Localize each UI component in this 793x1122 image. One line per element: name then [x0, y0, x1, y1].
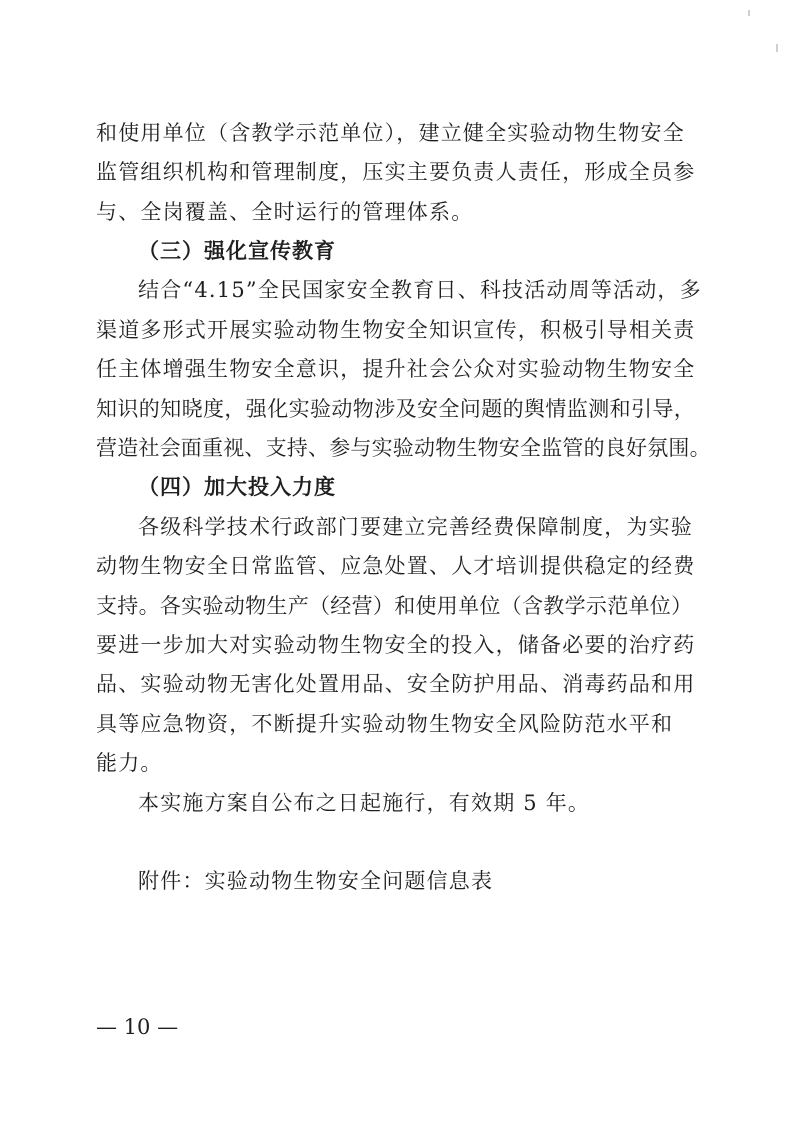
body-line: 监管组织机构和管理制度，压实主要负责人责任，形成全员参	[96, 160, 696, 184]
page-number: — 10 —	[96, 1015, 179, 1039]
attachment-line: 附件：实验动物生物安全问题信息表	[138, 869, 494, 893]
body-line: 任主体增强生物安全意识，提升社会公众对实验动物生物安全	[96, 357, 696, 381]
body-line: 动物生物安全日常监管、应急处置、人才培训提供稳定的经费	[96, 554, 696, 578]
body-line: 知识的知晓度，强化实验动物涉及安全问题的舆情监测和引导，	[96, 397, 696, 421]
body-line: 具等应急物资，不断提升实验动物生物安全风险防范水平和	[96, 712, 674, 736]
body-line: 渠道多形式开展实验动物生物安全知识宣传，积极引导相关责	[96, 318, 696, 342]
body-line: 营造社会面重视、支持、参与实验动物生物安全监管的良好氛围。	[96, 436, 711, 460]
body-line: 要进一步加大对实验动物生物安全的投入，储备必要的治疗药	[96, 633, 696, 657]
body-line: 和使用单位（含教学示范单位），建立健全实验动物生物安全	[96, 121, 685, 145]
scan-mark	[748, 10, 750, 16]
paragraph-first-line: 结合“4.15”全民国家安全教育日、科技活动周等活动，多	[138, 278, 702, 302]
validity-line: 本实施方案自公布之日起施行，有效期 5 年。	[138, 791, 591, 815]
section-heading-3: （三）强化宣传教育	[138, 239, 336, 263]
body-line: 品、实验动物无害化处置用品、安全防护用品、消毒药品和用	[96, 672, 696, 696]
body-line: 支持。各实验动物生产（经营）和使用单位（含教学示范单位）	[96, 594, 693, 618]
paragraph-first-line: 各级科学技术行政部门要建立完善经费保障制度，为实验	[138, 515, 693, 539]
body-line: 能力。	[96, 751, 163, 775]
scan-mark	[776, 44, 778, 52]
body-line: 与、全岗覆盖、全时运行的管理体系。	[96, 200, 474, 224]
section-heading-4: （四）加大投入力度	[138, 475, 336, 499]
